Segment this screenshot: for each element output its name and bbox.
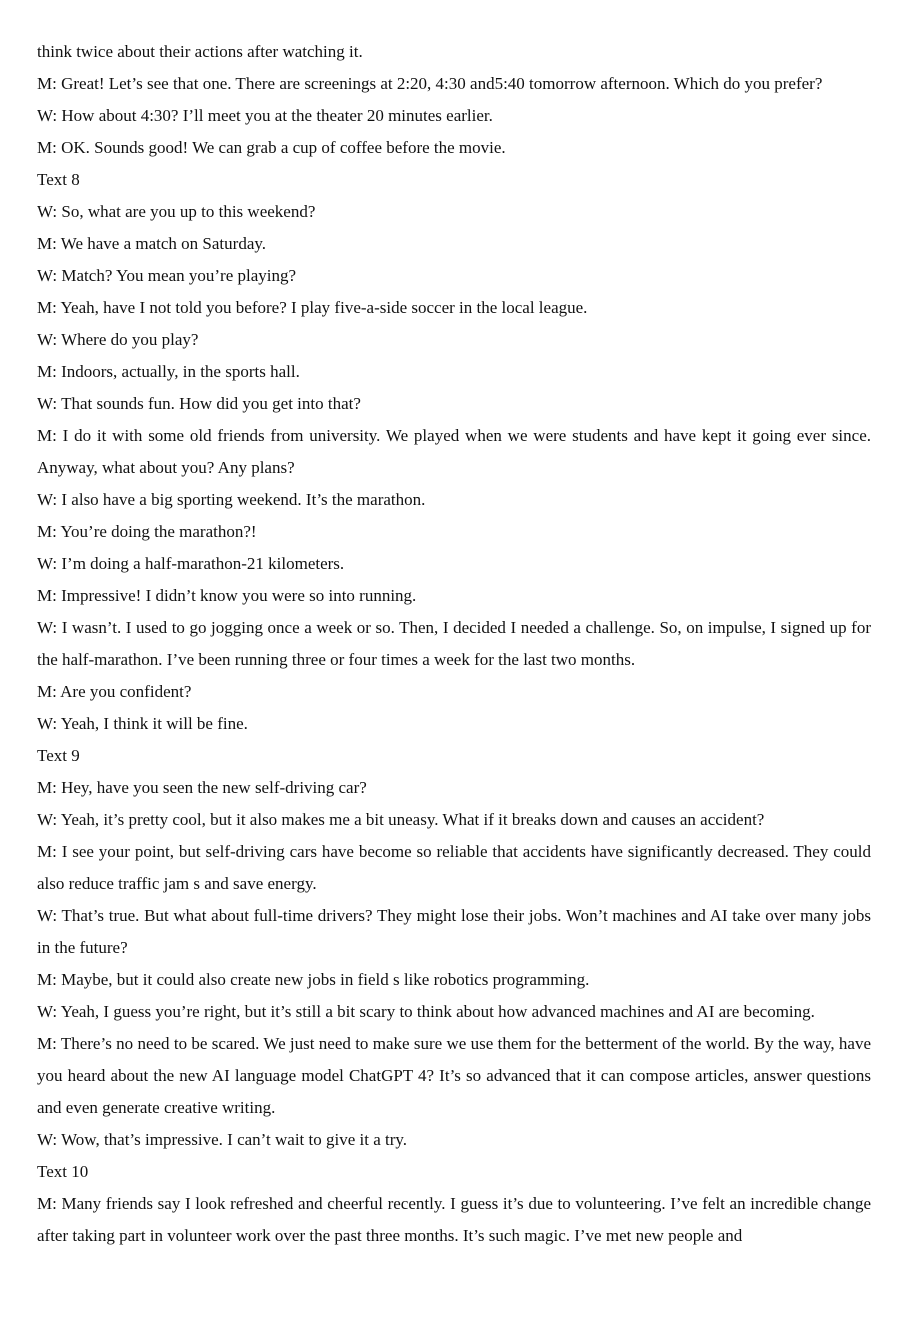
dialogue-line: M: Yeah, have I not told you before? I play five-a-side soccer in the local league. — [37, 298, 588, 317]
dialogue-line: W: So, what are you up to this weekend? — [37, 202, 316, 221]
dialogue-line: M: There’s no need to be scared. We just need to make sure we use them for the betterment of the world. By the way, have you heard about the new AI language model ChatGPT 4? It’s so advanced that it can compose articles, answer questions and even generate creative writing. — [37, 1034, 871, 1117]
dialogue-line: W: That’s true. But what about full-time drivers? They might lose their jobs. Won’t machines and AI take over many jobs in the future? — [37, 906, 871, 957]
dialogue-line: M: Maybe, but it could also create new jobs in field s like robotics programming. — [37, 970, 590, 989]
dialogue-line: W: I’m doing a half-marathon-21 kilometers. — [37, 554, 345, 573]
dialogue-line: M: I see your point, but self-driving cars have become so reliable that accidents have significantly decreased. They could also reduce traffic jam s and save energy. — [37, 842, 871, 893]
dialogue-line: M: Hey, have you seen the new self-driving car? — [37, 778, 367, 797]
document-page — [37, 36, 871, 1252]
dialogue-line: M: I do it with some old friends from university. We played when we were students and have kept it going ever since. Anyway, what about you? Any plans? — [37, 426, 871, 477]
dialogue-line: W: Yeah, it’s pretty cool, but it also makes me a bit uneasy. What if it breaks down and causes an accident? — [37, 810, 765, 829]
dialogue-line: M: Indoors, actually, in the sports hall. — [37, 362, 300, 381]
dialogue-line: M: Many friends say I look refreshed and cheerful recently. I guess it’s due to volunteering. I’ve felt an incredible change after taking part in volunteer work over the past three months. It’s such magic. I’ve met new people and — [37, 1194, 871, 1245]
section-heading-text-10: Text 10 — [37, 1162, 89, 1181]
dialogue-line: W: Yeah, I think it will be fine. — [37, 714, 248, 733]
dialogue-line: M: You’re doing the marathon?! — [37, 522, 257, 541]
section-heading-text-8: Text 8 — [37, 170, 80, 189]
dialogue-line: W: Yeah, I guess you’re right, but it’s still a bit scary to think about how advanced machines and AI are becoming. — [37, 1002, 815, 1021]
dialogue-line: W: Wow, that’s impressive. I can’t wait to give it a try. — [37, 1130, 408, 1149]
dialogue-line: W: Where do you play? — [37, 330, 199, 349]
dialogue-line: W: Match? You mean you’re playing? — [37, 266, 297, 285]
dialogue-line: M: OK. Sounds good! We can grab a cup of coffee before the movie. — [37, 138, 506, 157]
section-heading-text-9: Text 9 — [37, 746, 80, 765]
dialogue-line: W: How about 4:30? I’ll meet you at the theater 20 minutes earlier. — [37, 106, 493, 125]
dialogue-line: M: We have a match on Saturday. — [37, 234, 267, 253]
dialogue-line: M: Are you confident? — [37, 682, 192, 701]
dialogue-line: W: I wasn’t. I used to go jogging once a week or so. Then, I decided I needed a challenge. So, on impulse, I signed up for the half-marathon. I’ve been running three or four times a week for the last two months. — [37, 618, 871, 669]
dialogue-line: W: That sounds fun. How did you get into that? — [37, 394, 361, 413]
dialogue-line: M: Great! Let’s see that one. There are screenings at 2:20, 4:30 and5:40 tomorrow afternoon. Which do you prefer? — [37, 74, 823, 93]
dialogue-line: M: Impressive! I didn’t know you were so into running. — [37, 586, 417, 605]
dialogue-line: think twice about their actions after watching it. — [37, 42, 363, 61]
dialogue-line: W: I also have a big sporting weekend. It’s the marathon. — [37, 490, 426, 509]
